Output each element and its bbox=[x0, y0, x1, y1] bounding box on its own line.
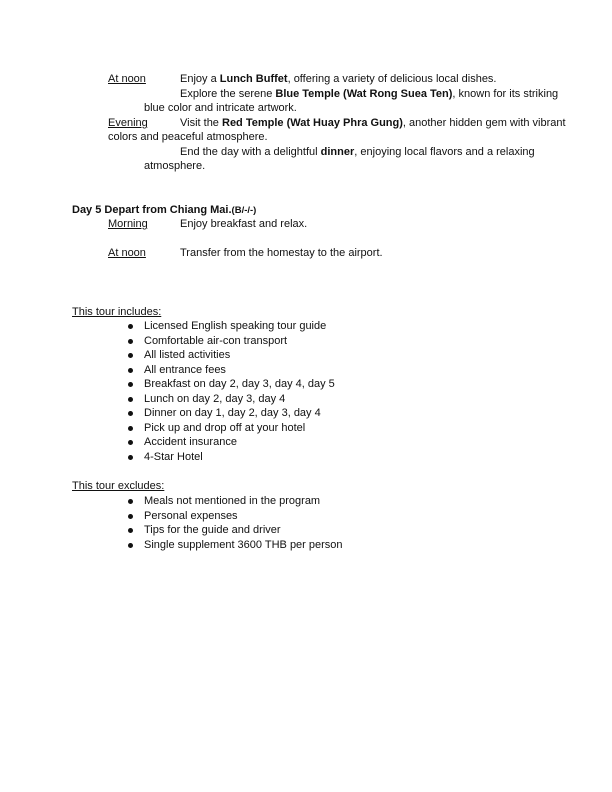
noon-activity bbox=[180, 72, 497, 86]
includes-list bbox=[126, 319, 335, 464]
list-item-text: Accident insurance bbox=[144, 436, 237, 448]
day5-noon-activity: Transfer from the homestay to the airport. bbox=[180, 247, 383, 259]
bullet-icon bbox=[128, 499, 133, 504]
dinner-bold: dinner bbox=[320, 146, 355, 158]
morning-label: Morning bbox=[108, 218, 148, 230]
bullet-icon bbox=[128, 455, 133, 460]
bullet-icon bbox=[128, 514, 133, 519]
list-item bbox=[126, 377, 335, 392]
list-item-text: Personal expenses bbox=[144, 509, 238, 522]
list-item bbox=[126, 406, 335, 421]
red-temple-bold: Red Temple (Wat Huay Phra Gung) bbox=[222, 117, 403, 129]
evening-label: Evening bbox=[108, 117, 148, 129]
list-item-text: Breakfast on day 2, day 3, day 4, day 5 bbox=[144, 378, 335, 390]
morning-activity: Enjoy breakfast and relax. bbox=[180, 218, 308, 230]
list-item-text: Lunch on day 2, day 3, day 4 bbox=[144, 392, 286, 405]
dinner-text-end: , enjoying local flavors and a relaxing bbox=[354, 146, 535, 158]
blue-temple-text: Explore the serene bbox=[180, 88, 276, 100]
bullet-icon bbox=[128, 397, 133, 402]
list-item-text: Tips for the guide and driver bbox=[144, 524, 281, 536]
bullet-icon bbox=[128, 528, 133, 533]
list-item bbox=[126, 392, 335, 407]
day5-meals: (B/-/-) bbox=[231, 205, 257, 216]
bullet-icon bbox=[128, 353, 133, 358]
list-item-text: All listed activities bbox=[144, 349, 231, 361]
list-item bbox=[126, 363, 335, 378]
list-item bbox=[126, 523, 343, 538]
list-item bbox=[126, 435, 335, 450]
bullet-icon bbox=[128, 426, 133, 431]
includes-heading: This tour includes: bbox=[72, 306, 162, 318]
day5-heading bbox=[72, 203, 256, 218]
bullet-icon bbox=[128, 411, 133, 416]
list-item bbox=[126, 450, 335, 465]
list-item-text: Single supplement 3600 THB per person bbox=[144, 538, 343, 551]
list-item bbox=[126, 494, 343, 509]
dinner-text: End the day with a delightful bbox=[180, 146, 321, 158]
list-item-text: Dinner on day 1, day 2, day 3, day 4 bbox=[144, 407, 321, 419]
list-item-text: Comfortable air-con transport bbox=[144, 334, 288, 347]
bullet-icon bbox=[128, 440, 133, 445]
list-item-text: All entrance fees bbox=[144, 363, 226, 376]
noon-label: At noon bbox=[108, 73, 146, 85]
list-item-text: Pick up and drop off at your hotel bbox=[144, 421, 306, 434]
day5-noon-label: At noon bbox=[108, 247, 146, 259]
list-item bbox=[126, 509, 343, 524]
bullet-icon bbox=[128, 339, 133, 344]
bullet-icon bbox=[128, 368, 133, 373]
list-item bbox=[126, 348, 335, 363]
noon-activity-text-end: , offering a variety of delicious local dishes. bbox=[287, 73, 497, 85]
blue-temple-bold: Blue Temple (Wat Rong Suea Ten) bbox=[275, 88, 453, 100]
blue-temple-text-end: , known for its striking bbox=[452, 88, 559, 100]
red-temple-text: Visit the bbox=[180, 117, 222, 129]
dinner-activity bbox=[180, 145, 535, 159]
red-temple-text-end: , another hidden gem with vibrant bbox=[402, 117, 566, 129]
list-item bbox=[126, 538, 343, 553]
excludes-list bbox=[126, 494, 343, 552]
list-item bbox=[126, 334, 335, 349]
list-item-text: 4-Star Hotel bbox=[144, 450, 203, 463]
list-item-text: Meals not mentioned in the program bbox=[144, 495, 321, 507]
list-item-text: Licensed English speaking tour guide bbox=[144, 320, 327, 332]
red-temple-line2: colors and peaceful atmosphere. bbox=[108, 131, 268, 143]
list-item bbox=[126, 319, 335, 334]
blue-temple-line2: blue color and intricate artwork. bbox=[144, 102, 297, 114]
dinner-line2: atmosphere. bbox=[144, 160, 206, 172]
day5-title: Day 5 Depart from Chiang Mai. bbox=[72, 204, 232, 216]
excludes-heading: This tour excludes: bbox=[72, 480, 165, 492]
bullet-icon bbox=[128, 543, 133, 548]
noon-activity-text: Enjoy a bbox=[180, 73, 220, 85]
blue-temple-activity bbox=[180, 87, 558, 101]
red-temple-activity bbox=[180, 116, 566, 130]
noon-activity-bold: Lunch Buffet bbox=[219, 73, 288, 85]
list-item bbox=[126, 421, 335, 436]
bullet-icon bbox=[128, 324, 133, 329]
bullet-icon bbox=[128, 382, 133, 387]
